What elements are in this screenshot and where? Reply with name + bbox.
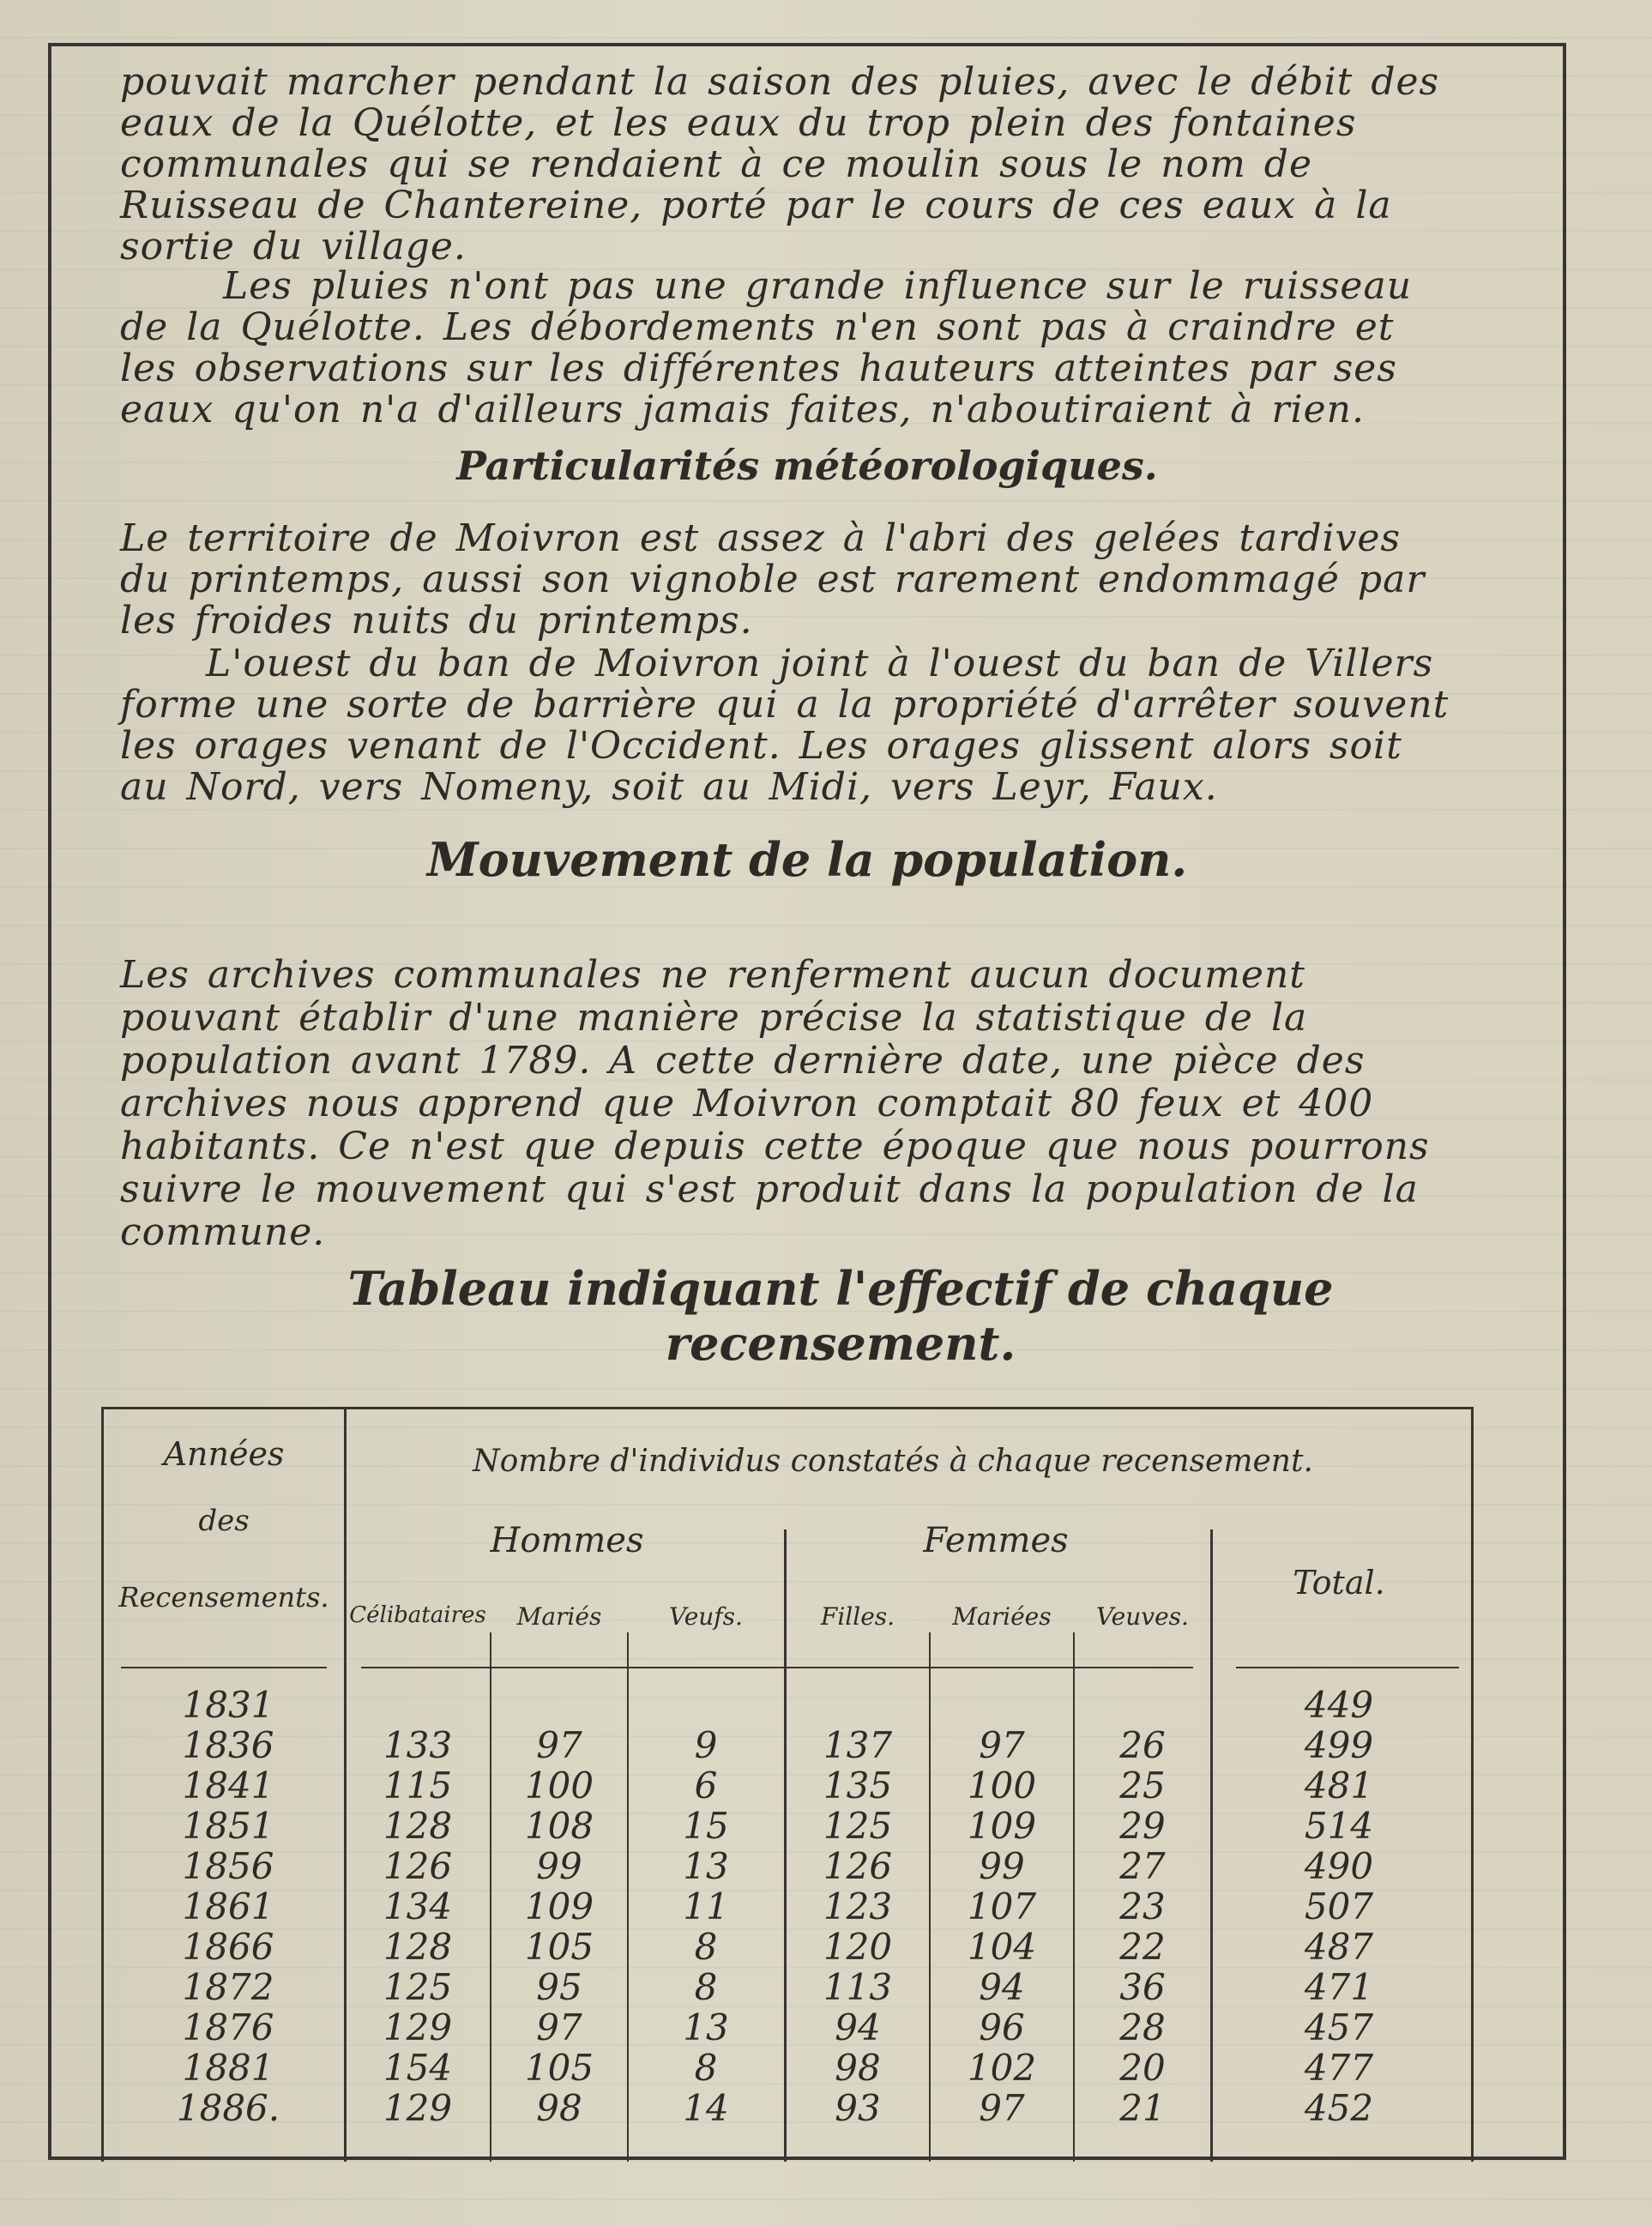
table-row [104, 1966, 1476, 2006]
table-row [104, 1765, 1476, 1807]
table-row [104, 1724, 1476, 1764]
cell-year: 1861 [182, 1885, 274, 1927]
cell-veufs: 13 [683, 2006, 729, 2048]
cell-mariees: 107 [967, 1885, 1037, 1927]
heading-population: Mouvement de la population. [426, 832, 1188, 887]
header-veufs: Veufs. [669, 1602, 743, 1631]
cell-maries: 99 [536, 1845, 582, 1887]
cell-maries: 97 [536, 2006, 582, 2048]
cell-filles: 93 [835, 2087, 881, 2129]
cell-maries: 108 [524, 1805, 594, 1847]
cell-total: 477 [1304, 2047, 1374, 2089]
cell-veufs: 9 [694, 1724, 718, 1766]
paragraph-moulin: pouvait marcher pendant la saison des pluies, avec le débit des eaux de la Quélotte, et les eaux du trop plein des fontaines communales qui se rendaient à ce moulin sous le nom de Ruisseau de Chantereine, porté par le cours de ces eaux à la sortie du village. [120, 60, 1440, 268]
table-row [104, 2047, 1476, 2089]
cell-veuves: 25 [1119, 1765, 1166, 1807]
cell-total: 490 [1304, 1845, 1374, 1887]
cell-total: 449 [1304, 1684, 1374, 1726]
cell-year: 1866 [182, 1926, 274, 1968]
cell-year: 1831 [182, 1684, 274, 1726]
cell-cel: 115 [383, 1765, 453, 1807]
header-recensements: Recensements. [118, 1581, 329, 1614]
table-row [104, 1805, 1476, 1847]
header-rule [361, 1667, 1193, 1668]
cell-veufs: 6 [694, 1765, 718, 1807]
cell-mariees: 102 [967, 2047, 1037, 2089]
cell-veuves: 36 [1119, 1966, 1166, 2008]
cell-maries: 109 [524, 1885, 594, 1927]
cell-year: 1872 [182, 1966, 274, 2008]
cell-total: 452 [1304, 2087, 1374, 2129]
table-row [104, 1845, 1476, 1885]
cell-maries: 105 [524, 2047, 594, 2089]
cell-cel: 125 [383, 1966, 453, 2008]
cell-total: 514 [1304, 1805, 1374, 1847]
cell-veufs: 8 [694, 1966, 718, 2008]
cell-veufs: 11 [683, 1885, 729, 1927]
cell-veufs: 8 [694, 2047, 718, 2089]
paragraph-gelees: Le territoire de Moivron est assez à l'abri des gelées tardives du printemps, aussi son vignoble est rarement endommagé par les froides nuits du printemps. [120, 516, 1426, 642]
cell-cel: 129 [383, 2006, 453, 2048]
cell-maries: 95 [536, 1966, 582, 2008]
cell-year: 1841 [182, 1765, 274, 1807]
cell-mariees: 99 [979, 1845, 1025, 1887]
cell-mariees: 97 [979, 2087, 1025, 2129]
cell-cel: 129 [383, 2087, 453, 2129]
cell-mariees: 96 [979, 2006, 1025, 2048]
cell-filles: 98 [835, 2047, 881, 2089]
cell-filles: 137 [823, 1724, 893, 1766]
paragraph-orages: L'ouest du ban de Moivron joint à l'ouest du ban de Villers forme une sorte de barrière qui a la propriété d'arrêter souvent les orages venant de l'Occident. Les orages glissent alors soit au Nord, vers Nomeny, soit au Midi, vers Leyr, Faux. [120, 642, 1450, 809]
cell-veufs: 15 [683, 1805, 729, 1847]
cell-maries: 97 [536, 1724, 582, 1766]
cell-total: 499 [1304, 1724, 1374, 1766]
cell-veuves: 20 [1119, 2047, 1166, 2089]
cell-total: 481 [1304, 1765, 1374, 1807]
cell-cel: 128 [383, 1926, 453, 1968]
cell-veuves: 27 [1119, 1845, 1166, 1887]
header-maries: Mariés [516, 1602, 602, 1631]
cell-veuves: 28 [1119, 2006, 1166, 2048]
cell-veuves: 23 [1119, 1885, 1166, 1927]
cell-total: 507 [1304, 1885, 1374, 1927]
header-hommes: Hommes [490, 1521, 644, 1560]
census-table [101, 1407, 1474, 2162]
cell-filles: 126 [823, 1845, 893, 1887]
table-row [104, 2006, 1476, 2046]
cell-mariees: 97 [979, 1724, 1025, 1766]
paragraph-archives: Les archives communales ne renferment aucun document pouvant établir d'une manière précise la statistique de la population avant 1789. A cette dernière date, une pièce des archives nous apprend que Moivron comptait 80 feux et 400 habitants. Ce n'est que depuis cette époque que nous pourrons suivre le mouvement qui s'est produit dans la population de la commune. [120, 953, 1430, 1254]
cell-cel: 126 [383, 1845, 453, 1887]
cell-mariees: 104 [967, 1926, 1037, 1968]
cell-filles: 135 [823, 1765, 893, 1807]
cell-year: 1856 [182, 1845, 274, 1887]
table-row [104, 1885, 1476, 1925]
header-total: Total. [1293, 1564, 1385, 1602]
header-rule [121, 1667, 327, 1668]
cell-mariees: 94 [979, 1966, 1025, 2008]
cell-cel: 133 [383, 1724, 453, 1766]
header-annees: Années [163, 1435, 285, 1473]
heading-meteorologie: Particularités météorologiques. [456, 443, 1158, 489]
table-row [104, 1926, 1476, 1968]
cell-veuves: 22 [1119, 1926, 1166, 1968]
cell-total: 457 [1304, 2006, 1374, 2048]
cell-veufs: 13 [683, 1845, 729, 1887]
cell-total: 471 [1304, 1966, 1374, 2008]
cell-veuves: 29 [1119, 1805, 1166, 1847]
cell-veufs: 14 [683, 2087, 729, 2129]
cell-cel: 134 [383, 1885, 453, 1927]
cell-filles: 123 [823, 1885, 893, 1927]
cell-year: 1836 [182, 1724, 274, 1766]
cell-total: 487 [1304, 1926, 1374, 1968]
cell-filles: 113 [823, 1966, 893, 2008]
cell-veuves: 26 [1119, 1724, 1166, 1766]
cell-maries: 98 [536, 2087, 582, 2129]
heading-tableau: Tableau indiquant l'effectif de chaque recensement. [347, 1261, 1334, 1371]
cell-year: 1881 [182, 2047, 274, 2089]
cell-veuves: 21 [1119, 2087, 1166, 2129]
cell-maries: 105 [524, 1926, 594, 1968]
cell-filles: 120 [823, 1926, 893, 1968]
paragraph-pluies: Les pluies n'ont pas une grande influence sur le ruisseau de la Quélotte. Les débordements n'en sont pas à craindre et les observations sur les différentes hauteurs atteintes par ses eaux qu'on n'a d'ailleurs jamais faites, n'aboutiraient à rien. [120, 264, 1413, 431]
cell-filles: 94 [835, 2006, 881, 2048]
cell-mariees: 109 [967, 1805, 1037, 1847]
header-nombre-individus: Nombre d'individus constatés à chaque recensement. [473, 1444, 1313, 1479]
cell-veufs: 8 [694, 1926, 718, 1968]
cell-cel: 154 [383, 2047, 453, 2089]
cell-mariees: 100 [967, 1765, 1037, 1807]
header-celibataires: Célibataires [349, 1602, 486, 1628]
header-veuves: Veuves. [1096, 1602, 1189, 1631]
header-des: des [198, 1504, 250, 1538]
cell-cel: 128 [383, 1805, 453, 1847]
header-femmes: Femmes [923, 1521, 1069, 1560]
table-row [104, 2087, 1476, 2129]
table-row [104, 1684, 1476, 1726]
cell-year: 1876 [182, 2006, 274, 2048]
header-mariees: Mariées [952, 1602, 1052, 1631]
header-filles: Filles. [820, 1602, 895, 1631]
cell-filles: 125 [823, 1805, 893, 1847]
header-rule [1236, 1667, 1459, 1668]
cell-year: 1886. [176, 2087, 280, 2129]
cell-year: 1851 [182, 1805, 274, 1847]
cell-maries: 100 [524, 1765, 594, 1807]
